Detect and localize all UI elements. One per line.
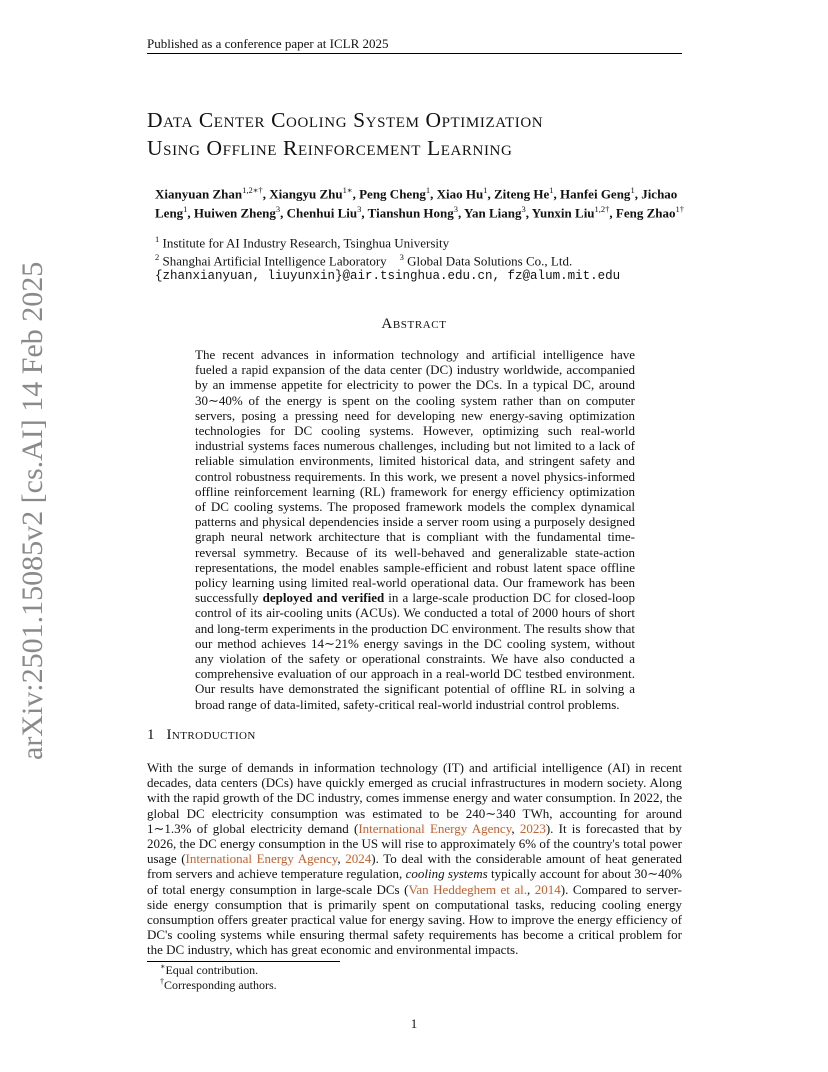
footnote-2: †Corresponding authors. — [160, 977, 277, 992]
author-emails[interactable]: {zhanxianyuan, liuyunxin}@air.tsinghua.edu.cn, fz@alum.mit.edu — [155, 268, 621, 283]
author-mark: 3 — [357, 203, 362, 214]
citation-link[interactable]: Van Heddeghem et al. — [408, 881, 528, 897]
arxiv-identifier: arXiv:2501.15085v2 [cs.AI] 14 Feb 2025 — [16, 261, 49, 760]
author: Feng Zhao — [615, 205, 676, 221]
author-mark: 3 — [453, 203, 459, 214]
author: Huiwen Zheng — [193, 205, 276, 221]
author: Xiangyu Zhu — [269, 186, 343, 202]
citation-link[interactable]: International Energy Agency — [358, 820, 512, 836]
abstract-heading: Abstract — [381, 316, 447, 332]
author-mark: 1∗ — [342, 185, 353, 195]
abstract-body: The recent advances in information technology and artificial intelligence have fueled a rapid expansion of the data center (DC) industry worldwide, accompanied by an immense appetite for electricity to power the DCs. In a typical DC, around 30∼40% of the energy is spent on the cooling system rather than on computer servers, posing a pressing need for developing new energy-saving optimization technologies for DC cooling systems. However, optimizing such real-world industrial systems faces numerous challenges, including but not limited to a lack of reliable simulation environments, limited historical data, and stringent safety and control robustness requirements. In this work, we present a novel physics-informed offline reinforcement learning (RL) framework for energy efficiency optimization of DC cooling systems. The proposed framework models the complex dynamical patterns and physical dependencies inside a server room using a purposely designed graph neural network architecture that is compliant with the fundamental time-reversal symmetry. Because of its well-behaved and generalizable state-action representations, the model enables sample-efficient and robust latent space offline policy learning using limited real-world operational data. Our framework has been successfully deployed and verified in a large-scale production DC for closed-loop control of its air-cooling units (ACUs). We conducted a total of 2000 hours of short and long-term experiments in the production DC environment. The results show that our method achieves 14∼21% energy savings in the DC cooling system, without any violation of the safety or operational constraints. We have also conducted a comprehensive evaluation of our approach in a real-world DC testbed environment. Our results have demonstrated the significant potential of offline RL in solving a broad range of data-limited, safety-critical real-world industrial control problems. — [195, 347, 635, 712]
affiliations — [155, 232, 685, 284]
affiliation-1: $^1$ Institute for AI Industry Research, Tsinghua University — [155, 234, 450, 251]
author: Chenhui Liu — [286, 205, 358, 221]
author: Peng Cheng — [359, 186, 426, 202]
section-title: Introduction — [166, 727, 256, 743]
page-number: 1 — [410, 1016, 418, 1031]
citation-link[interactable]: 2024 — [345, 851, 372, 867]
footnote-1: ∗Equal contribution. — [160, 962, 259, 977]
author: Xianyuan Zhan — [155, 186, 243, 202]
citation-link[interactable]: 2014 — [534, 881, 561, 897]
author: Ziteng He — [494, 186, 550, 202]
author: Yan Liang — [464, 205, 522, 221]
citation-link[interactable]: International Energy Agency — [185, 851, 338, 867]
intro-paragraph: With the surge of demands in information technology (IT) and artificial intelligence (AI) in recent decades, data centers (DCs) have quickly emerged as crucial infrastructures in modern society. Along with the rapid growth of the DC industry, comes immense energy and water consumption. In 2022, the global DC electricity consumption was estimated to be 240∼340 TWh, accounting for around 1∼1.3% of global electricity demand (International Energy Agency, 2023). It is forecasted that by 2026, the DC energy consumption in the US will rise to approximately 6% of the country's total power usage (International Energy Agency, 2024). To deal with the considerable amount of heat generated from servers and achieve temperature regulation, cooling systems typically account for about 30∼40% of total energy consumption in large-scale DCs (Van Heddeghem et al., 2014). Compared to server-side energy consumption that is primarily spent on computational tasks, reducing cooling energy consumption offers greater practical value for energy saving. How to improve the energy efficiency of DC's cooling systems while ensuring thermal safety requirements has become a critical problem for the DC industry, which has great economic and environmental impacts. — [147, 760, 683, 958]
author: Hanfei Geng — [560, 186, 631, 202]
title-line-1: Data Center Cooling System Optimization — [147, 108, 544, 132]
section-heading — [147, 727, 256, 744]
author-mark: 1,2∗† — [242, 185, 263, 195]
author-mark: 1 — [425, 185, 431, 195]
author-list: Xianyuan Zhan$^{1,2∗\dagger}$, Xiangyu Zhu$^{1∗}$, Peng Cheng$^1$, Xiao Hu$^1$, Ziteng He$^1$, Hanfei Geng$^1$, Jichao Leng$^1$, Huiwen Zheng$^3$, Chenhui Liu$^3$, Tianshun Hong$^3$, Yan Liang$^3$, Yunxin Liu$^{1,2\dagger}$, Feng Zhao$^{1\dagger}$ — [155, 185, 685, 221]
citation-link[interactable]: 2023 — [519, 820, 546, 836]
author-mark: 3 — [275, 203, 281, 214]
header-rule — [147, 53, 682, 54]
author-mark: 1,2† — [594, 203, 610, 214]
author: Jichao Leng — [155, 186, 678, 221]
title-line-2: Using Offline Reinforcement Learning — [147, 136, 513, 160]
author-mark: 1 — [549, 185, 554, 195]
author-mark: 1 — [630, 185, 635, 195]
abstract-emphasis: deployed and verified — [262, 590, 385, 606]
author-mark: 1 — [483, 185, 488, 195]
author: Yunxin Liu — [531, 205, 595, 221]
author-mark: 1 — [183, 203, 188, 214]
author: Tianshun Hong — [367, 205, 454, 221]
author: Xiao Hu — [436, 186, 484, 202]
emphasis: cooling systems — [405, 866, 488, 882]
author-mark: 1† — [675, 203, 685, 214]
running-header: Published as a conference paper at ICLR 2025 — [147, 36, 389, 51]
affiliation-2-3: $^2$ Shanghai Artificial Intelligence Laboratory $^3$ Global Data Solutions Co., Ltd. — [155, 252, 573, 269]
author-mark: 3 — [521, 203, 526, 214]
paper-title — [147, 106, 543, 162]
section-number: 1 — [147, 727, 155, 743]
